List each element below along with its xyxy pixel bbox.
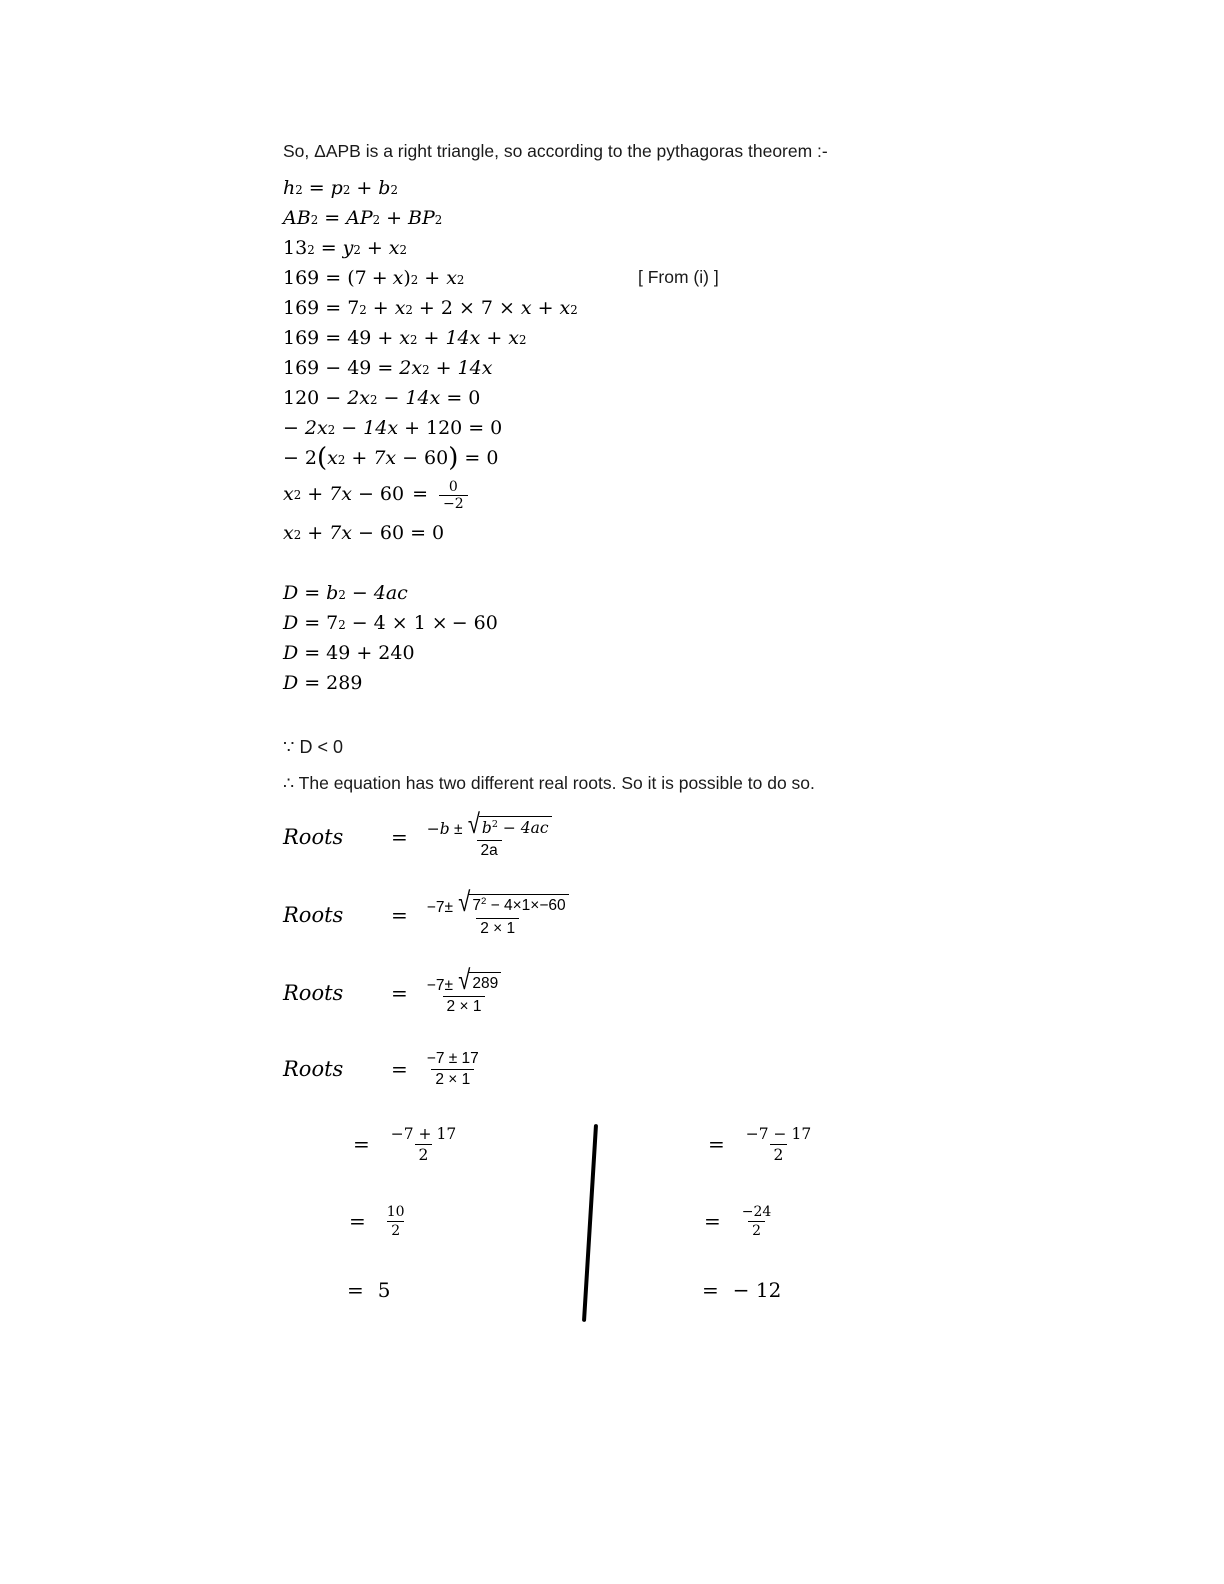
token-7: 7 [347,297,360,320]
token-h: h [283,177,296,200]
math-line-169-minus-49: 169 − 49 = 2x 2 + 14x [283,357,493,380]
token-2: 2 [304,447,318,470]
token-x: x [559,297,571,320]
token-equals: = [325,297,342,320]
token-equals: = [304,642,321,665]
token-49: 49 [347,327,372,350]
token-neg7: −7 [426,977,445,995]
token-240: 240 [378,642,415,665]
case-line-3 [347,1278,463,1302]
token-7x-visible: 7x [373,447,397,470]
fraction-roots-289 [423,964,505,1016]
token-equals: = [325,267,342,290]
token-plus: + [351,447,368,470]
token-7: 7 [354,267,367,290]
fraction-numerator: −24 [741,1204,772,1221]
token-plus: + [366,237,383,260]
vertical-divider [582,1124,598,1322]
roots-formula-general [283,808,983,860]
token-equals: = [304,672,321,695]
token-b: b [378,177,391,200]
token-equals: = [446,387,463,410]
intro-line: So, ΔAPB is a right triangle, so according to the pythagoras theorem :- [283,141,828,161]
token-60: 60 [379,522,405,545]
token-times: × [391,612,408,635]
token-1: 1 [413,612,426,635]
radical-289 [458,964,501,996]
fraction-numerator [423,886,573,918]
token-plus-minus: ± [454,821,463,839]
fraction-numerator: 0 [448,479,458,496]
fraction-denominator: 2 × 1 [476,918,519,938]
token-x: x [327,447,338,470]
token-times: × [498,297,515,320]
token-D: D [283,582,299,605]
math-line-pythagoras-general: h 2 = p 2 + b 2 [283,177,398,200]
token-plus: + [537,297,554,320]
roots-label: Roots [283,1056,344,1081]
roots-formula-substituted [283,886,983,938]
fraction-numerator: −b ± √ $b^2 - 4ac$ [423,816,556,840]
token-0: 0 [468,387,481,410]
token-x: x [446,267,457,290]
radical-body: $b^2 - 4ac$ [479,816,552,838]
token-7x: 7x [329,483,352,506]
fraction-denominator: 2 × 1 [443,996,486,1016]
token-minus: − [357,483,374,506]
paren-close: ) [448,443,459,474]
math-line-factored: − 2 ( x 2 + 7x − 60 ) = 0 [283,443,499,474]
token-x: x [283,522,294,545]
fraction-numerator: −7 − 17 [745,1125,812,1144]
token-D: D [283,612,299,635]
math-line-neg-2x2: − 2x 2 − 14x + 120 = 0 [283,417,503,440]
token-equals: = [353,1131,370,1156]
fraction-denominator: 2 [748,1221,765,1239]
token-minus: − [451,612,468,635]
root-case-positive [347,1124,463,1342]
token-plus: + [377,327,394,350]
token-plus: + [356,177,373,200]
fraction-10-over-2 [383,1204,409,1239]
token-equals: = [347,1278,364,1303]
token-14x: 14x [363,417,399,440]
fraction-zero-over-neg2 [439,480,468,511]
root-value-positive: 5 [377,1278,391,1303]
token-minus: − [325,357,342,380]
fraction-denominator: −2 [439,495,468,511]
paren-open: ( [347,267,355,290]
token-x: x [392,267,404,290]
fraction-denominator: 2 [770,1144,788,1164]
case-line-1 [353,1124,463,1163]
fraction-neg7-minus-17 [742,1125,815,1164]
fraction-numerator: −7 + 17 [390,1125,457,1144]
token-times: × [458,297,475,320]
token-4ac: 4ac [373,582,408,605]
solution-body [283,138,983,1334]
discriminant-note: ∵ D < 0 [283,737,343,758]
paren-close: ) [403,267,411,290]
token-times: × [431,612,448,635]
token-7x: 7x [329,522,352,545]
token-equals: = [377,357,394,380]
token-AB: AB [283,207,311,230]
token-equals: = [391,825,408,850]
token-plus: + [404,417,420,440]
token-y: y [342,237,354,260]
token-equals: = [702,1278,719,1303]
root-case-negative [702,1124,818,1342]
token-minus: − [283,417,299,440]
token-plus: + [372,297,389,320]
token-equals: = [304,582,321,605]
token-plus: + [356,642,373,665]
math-line-169-terms: 169 = 7 2 + x 2 + 2 × 7 × x + x 2 [283,297,578,320]
token-13: 13 [283,237,308,260]
token-equals: = [325,327,342,350]
token-equals: = [391,981,408,1006]
token-120: 120 [283,387,320,410]
math-line-discriminant-sum [283,644,983,663]
case-line-2 [349,1203,463,1238]
token-equals: = [391,903,408,928]
token-120: 120 [425,417,463,440]
radical-disc-substituted [458,886,568,918]
token-2: 2 [440,297,453,320]
radical-body: 289 [469,972,501,994]
roots-label: Roots [283,903,344,928]
token-equals: = [410,522,426,545]
token-plus: + [307,483,324,506]
fraction-numerator: −7 ± 17 [426,1050,479,1068]
token-AP: AP [346,207,373,230]
conclusion-line: ∴ The equation has two different real roots. So it is possible to do so. [283,773,815,794]
token-equals: = [708,1131,725,1156]
case-line-2 [704,1203,818,1238]
root-value-negative: − 12 [732,1278,782,1303]
token-x: x [520,297,532,320]
token-equals: = [324,207,341,230]
token-7: 7 [480,297,493,320]
token-14x: 14x [405,387,441,410]
token-minus: − [351,612,368,635]
token-14x: 14x [445,327,481,350]
token-plus: + [424,267,441,290]
fraction-neg7-plus-17 [387,1125,460,1164]
fraction-denominator: 2a [477,840,502,860]
token-minus: − [351,582,368,605]
math-line-discriminant-formula: D = b 2 − 4ac [283,582,408,605]
roots-two-cases [283,1124,983,1334]
case-line-1 [708,1124,818,1163]
token-equals: = [468,417,485,440]
token-minus: − [283,447,299,470]
token-plus: + [435,357,452,380]
token-plus: + [486,327,503,350]
token-0: 0 [490,417,503,440]
paren-open: ( [317,443,328,474]
token-0: 0 [431,522,445,545]
token-equals: = [308,177,325,200]
fraction-denominator: 2 [415,1144,433,1164]
roots-formula-17 [283,1049,983,1088]
token-2x: 2x [347,387,370,410]
token-60: 60 [379,483,405,506]
token-14x: 14x [457,357,493,380]
token-169: 169 [283,357,320,380]
fraction-numerator: 10 [386,1204,405,1221]
token-minus: − [357,522,374,545]
fraction-neg24-over-2 [738,1204,776,1239]
token-plus-minus: ± [444,899,453,917]
math-line-ab-ap-bp: AB 2 = AP 2 + BP 2 [283,207,443,230]
token-equals: = [391,1056,408,1081]
token-minus: − [383,387,400,410]
fraction-denominator: 2 × 1 [431,1069,474,1089]
token-minus: − [402,447,419,470]
token-plus-minus: ± [444,977,453,995]
radical-sign: √ [458,886,471,918]
token-equals: = [320,237,337,260]
token-D: D [283,672,299,695]
math-line-divide-by-neg2: x 2 + 7x − 60 = $\frac{0}{-2}$ [283,479,983,510]
token-2x: 2x [304,417,328,440]
math-line-discriminant-substituted: D = 7 2 − 4 × 1 × − 60 [283,612,498,635]
fraction-denominator: 2 [387,1221,404,1239]
token-plus: + [371,267,388,290]
token-49: 49 [326,642,351,665]
radical-sign: √ [467,808,480,840]
token-x: x [283,483,294,506]
token-BP: BP [408,207,435,230]
token-plus: + [307,522,324,545]
math-line-120: 120 − 2x 2 − 14x = 0 [283,387,481,410]
token-x: x [508,327,519,350]
token-x: x [399,327,411,350]
fraction-quadratic-formula [423,808,556,860]
math-line-discriminant-value [283,674,983,693]
token-x: x [388,237,400,260]
token-equals: = [304,612,321,635]
token-minus: − [325,387,342,410]
token-0: 0 [486,447,499,470]
token-60: 60 [424,447,449,470]
token-equals: = [704,1208,721,1233]
token-neg7: −7 [426,899,445,917]
token-x: x [394,297,406,320]
token-minus: − [341,417,358,440]
case-line-3 [702,1278,818,1302]
token-equals: = [464,447,481,470]
token-b: b [326,582,339,605]
radical-body: $7^2 - 4\times 1\times-60$ [469,894,568,916]
token-169: 169 [283,297,320,320]
roots-formula-289 [283,964,983,1016]
radical-sign: √ [458,964,471,996]
token-7: 7 [326,612,339,635]
fraction-roots-17 [423,1050,483,1089]
math-line-final-quadratic: x 2 + 7x − 60 = 0 [283,522,445,545]
token-49: 49 [347,357,372,380]
token-4: 4 [373,612,386,635]
token-plus: + [418,297,435,320]
math-line-13-squared: 13 2 = y 2 + x 2 [283,237,407,260]
token-plus: + [386,207,403,230]
fraction-numerator [423,964,505,996]
from-i-note: [ From (i) ] [638,267,719,288]
token-169: 169 [283,267,320,290]
token-equals: = [412,483,428,506]
token-60: 60 [473,612,498,635]
token-2x: 2x [399,357,423,380]
math-line-169-expand: 169 = ( 7 + x ) 2 + x 2 [ From (i) ] [283,267,719,290]
token-equals: = [349,1208,366,1233]
math-line-169-49: 169 = 49 + x 2 + 14x + x 2 [283,327,527,350]
token-plus: + [423,327,440,350]
token-D: D [283,642,299,665]
token-289: 289 [326,672,363,695]
token-169: 169 [283,327,320,350]
roots-label: Roots [283,981,344,1006]
token-p: p [330,177,343,200]
fraction-roots-substituted [423,886,573,938]
roots-label: Roots [283,825,344,850]
